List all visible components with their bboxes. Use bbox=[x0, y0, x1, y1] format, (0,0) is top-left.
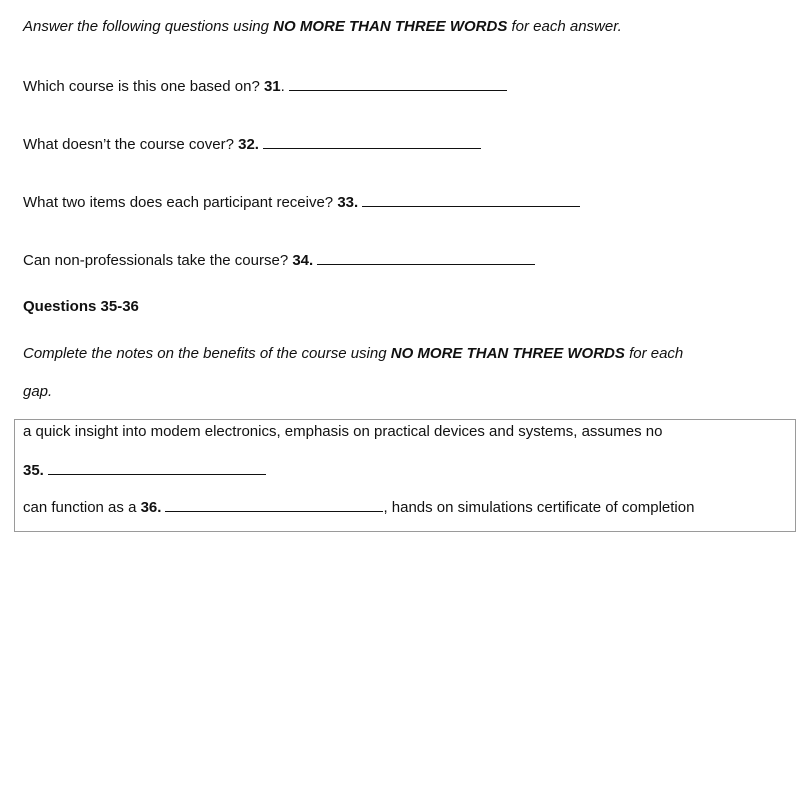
question-31-answer-blank[interactable] bbox=[289, 76, 507, 91]
instruction-suffix: for each answer. bbox=[507, 18, 622, 35]
question-34-number: 34. bbox=[292, 252, 314, 269]
notes-instruction-line2: gap. bbox=[23, 383, 53, 400]
question-34 bbox=[23, 250, 535, 270]
question-31 bbox=[23, 76, 507, 96]
question-36-number: 36. bbox=[140, 499, 162, 516]
question-32 bbox=[23, 134, 481, 154]
question-31-number: 31 bbox=[263, 78, 281, 95]
question-33-number: 33. bbox=[337, 194, 359, 211]
notes-instruction-suffix: for each bbox=[624, 345, 684, 362]
notes-line-1: a quick insight into modem electronics, emphasis on practical devices and systems, assumes no bbox=[23, 423, 663, 440]
notes-line-36-suffix: , hands on simulations certificate of completion bbox=[383, 499, 695, 516]
question-36-answer-blank[interactable] bbox=[165, 497, 383, 512]
notes-line-35 bbox=[23, 460, 266, 480]
notes-box bbox=[14, 419, 796, 532]
instruction-emphasis: NO MORE THAN THREE WORDS bbox=[273, 18, 508, 35]
question-35-number: 35. bbox=[23, 462, 44, 479]
question-35-answer-blank[interactable] bbox=[48, 460, 266, 475]
question-33-text: What two items does each participant receive? bbox=[23, 194, 338, 211]
notes-instruction-prefix: Complete the notes on the benefits of the course using bbox=[23, 345, 391, 362]
question-32-number: 32. bbox=[238, 136, 259, 153]
question-34-text: Can non-professionals take the course? bbox=[23, 252, 293, 269]
notes-instruction bbox=[23, 345, 683, 363]
instruction-prefix: Answer the following questions using bbox=[23, 18, 274, 35]
question-33-answer-blank[interactable] bbox=[362, 192, 580, 207]
question-34-answer-blank[interactable] bbox=[317, 250, 535, 265]
question-33 bbox=[23, 192, 580, 212]
section-heading: Questions 35-36 bbox=[23, 298, 139, 315]
notes-line-36 bbox=[23, 497, 694, 517]
notes-instruction-emphasis: NO MORE THAN THREE WORDS bbox=[390, 345, 625, 362]
question-31-number-suffix: . bbox=[280, 78, 285, 95]
notes-line-36-prefix: can function as a bbox=[23, 499, 141, 516]
question-32-answer-blank[interactable] bbox=[263, 134, 481, 149]
question-31-text: Which course is this one based on? bbox=[23, 78, 264, 95]
question-32-text: What doesn’t the course cover? bbox=[23, 136, 239, 153]
instruction-text bbox=[23, 18, 622, 36]
